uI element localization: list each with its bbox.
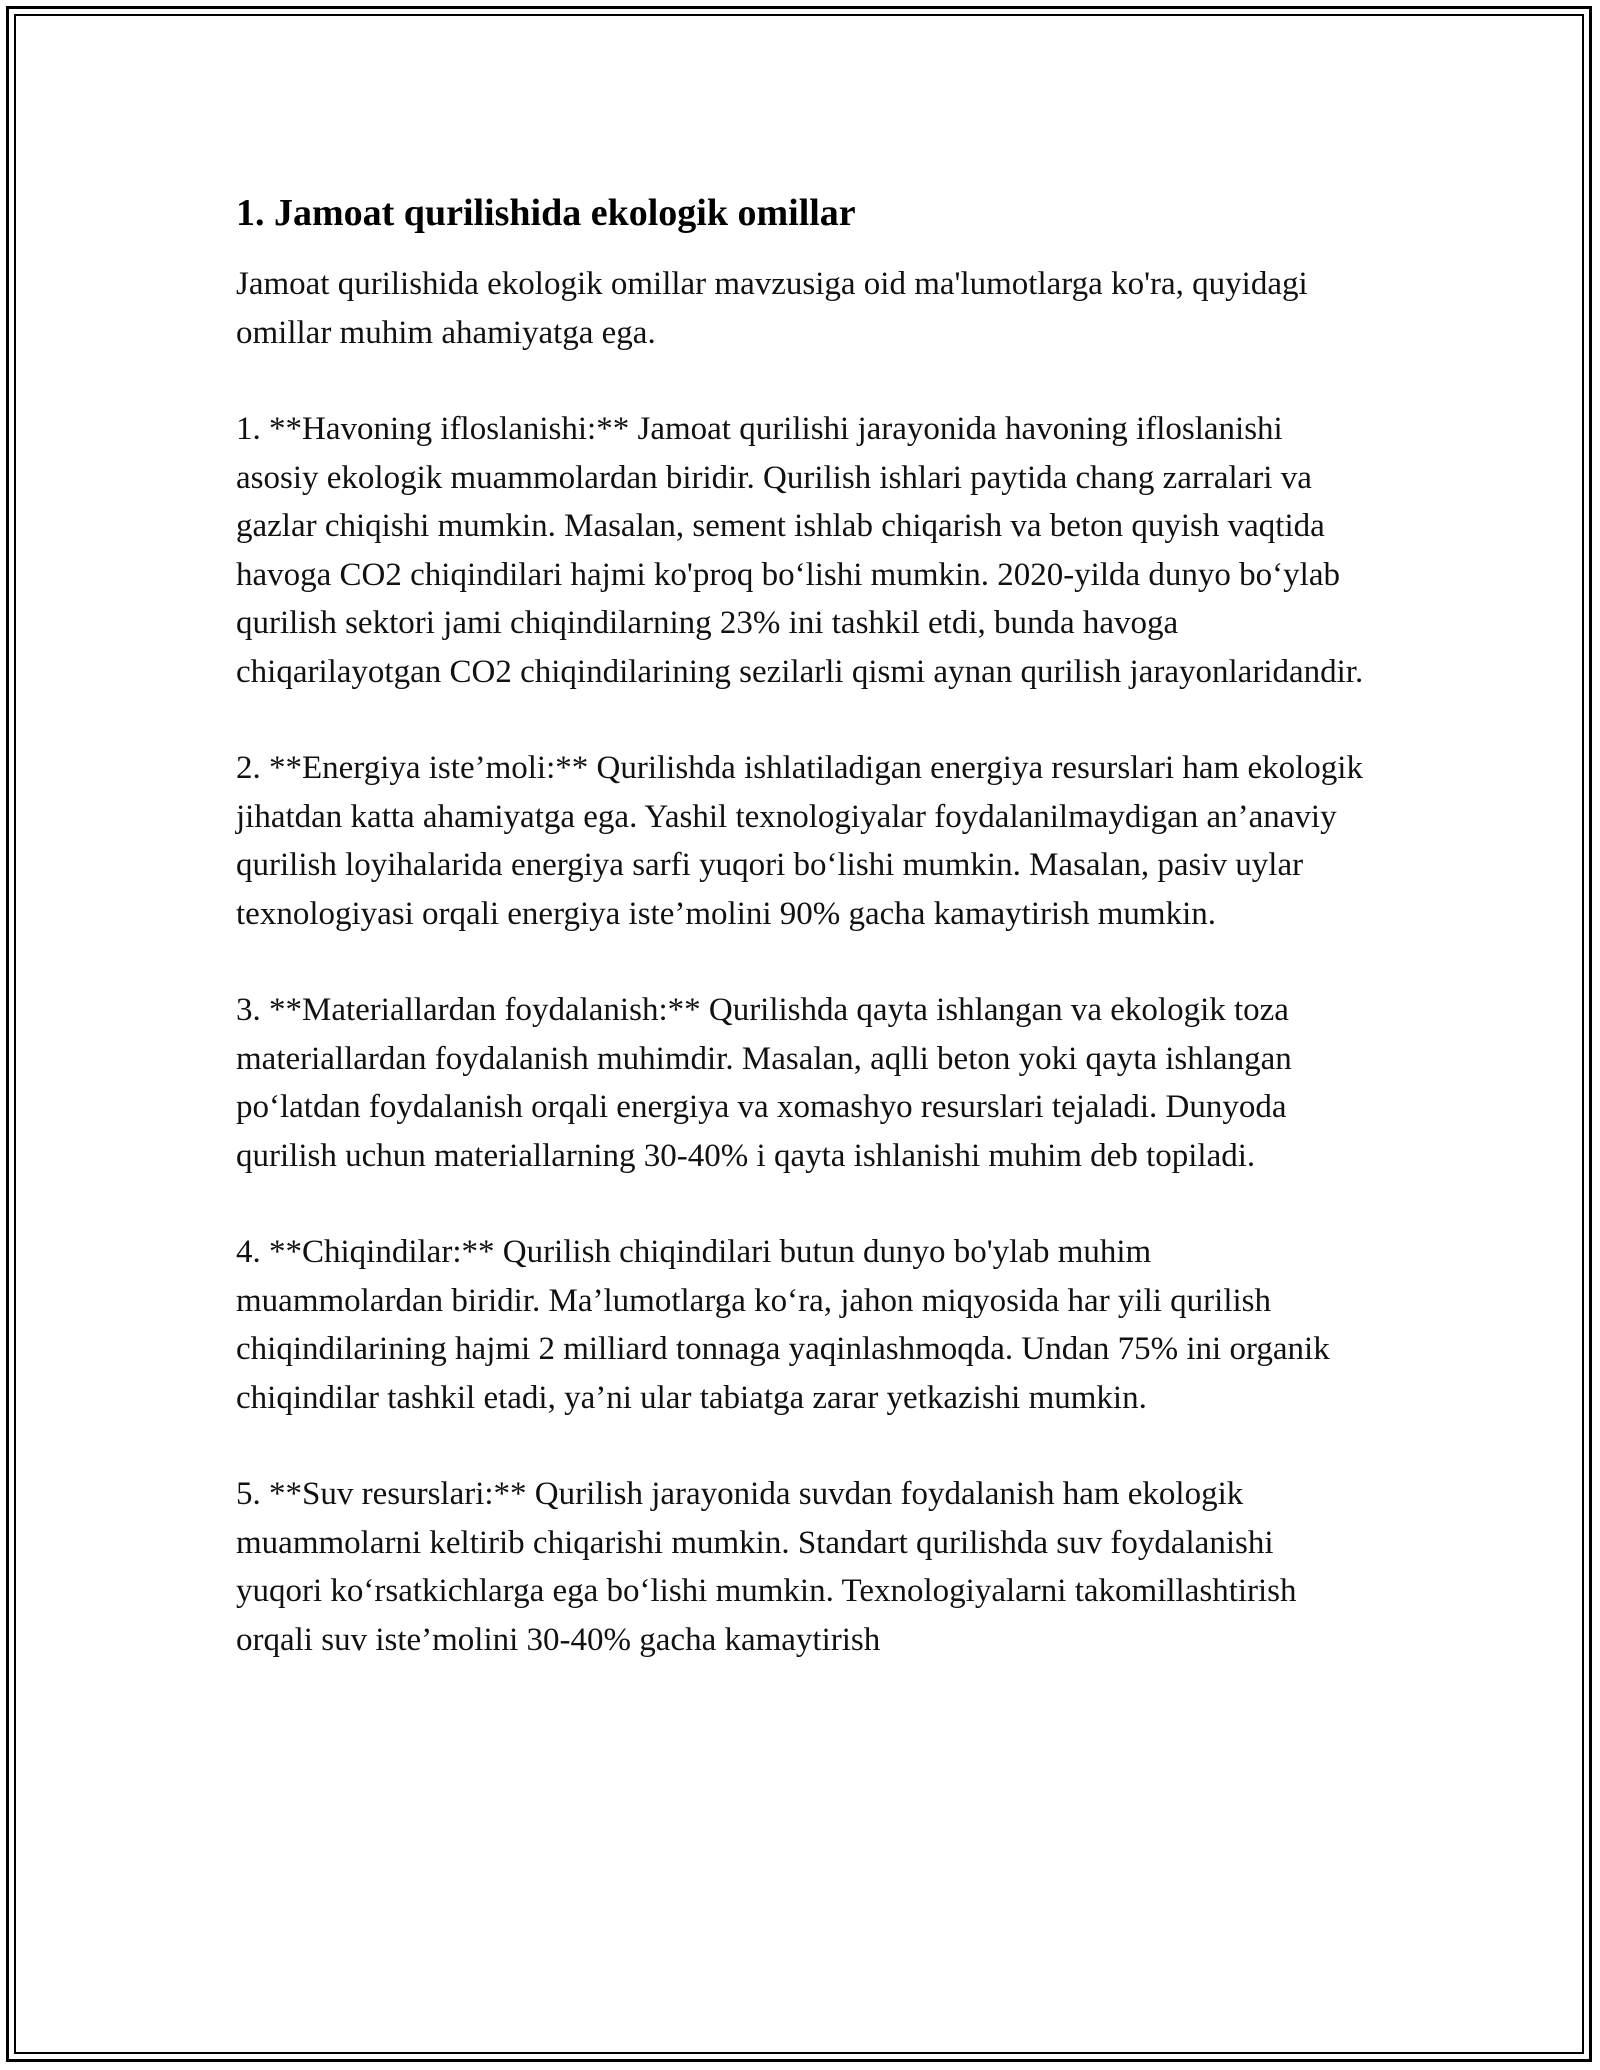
paragraph-waste: 4. **Chiqindilar:** Qurilish chiqindilari butun dunyo bo'ylab muhim muammolardan biridir. Ma’lumotlarga ko‘ra, jahon miqyosida har yili qurilish chiqindilarining hajmi 2 milliard tonnaga yaqinlashmoqda. Undan 75% ini organik chiqindilar tashkil etadi, ya’ni ular tabiatga zarar yetkazishi mumkin. — [236, 1234, 1330, 1416]
paragraph-air-pollution: 1. **Havoning ifloslanishi:** Jamoat qurilishi jarayonida havoning ifloslanishi asosiy ekologik muammolardan biridir. Qurilish ishlari paytida chang zarralari va gazlar chiqishi mumkin. Masalan, sement ishlab chiqarish va beton quyish vaqtida havoga CO2 chiqindilari hajmi ko'proq bo‘lishi mumkin. 2020-yilda dunyo bo‘ylab qurilish sektori jami chiqindilarning 23% ini tashkil etdi, bunda havoga chiqarilayotgan CO2 chiqindilarining sezilarli qismi aynan qurilish jarayonlaridandir. — [236, 411, 1364, 690]
page-title: 1. Jamoat qurilishida ekologik omillar — [236, 192, 856, 234]
paragraph-energy-consumption: 2. **Energiya iste’moli:** Qurilishda ishlatiladigan energiya resurslari ham ekologik jihatdan katta ahamiyatga ega. Yashil texnologiyalar foydalanilmaydigan an’anaviy qurilish loyihalarida energiya sarfi yuqori bo‘lishi mumkin. Masalan, pasiv uylar texnologiyasi orqali energiya iste’molini 90% gacha kamaytirish mumkin. — [236, 750, 1363, 932]
paragraph-water-resources: 5. **Suv resurslari:** Qurilish jarayonida suvdan foydalanish ham ekologik muammolarni keltirib chiqarishi mumkin. Standart qurilishda suv foydalanishi yuqori ko‘rsatkichlarga ega bo‘lishi mumkin. Texnologiyalarni takomillashtirish orqali suv iste’molini 30-40% gacha kamaytirish — [236, 1476, 1297, 1658]
paragraph-materials-use: 3. **Materiallardan foydalanish:** Qurilishda qayta ishlangan va ekologik toza materiallardan foydalanish muhimdir. Masalan, aqlli beton yoki qayta ishlangan po‘latdan foydalanish orqali energiya va xomashyo resurslari tejaladi. Dunyoda qurilish uchun materiallarning 30-40% i qayta ishlanishi muhim deb topiladi. — [236, 992, 1292, 1174]
intro-paragraph: Jamoat qurilishida ekologik omillar mavzusiga oid ma'lumotlarga ko'ra, quyidagi omillar muhim ahamiyatga ega. — [236, 266, 1308, 351]
document-body — [236, 188, 1366, 1664]
